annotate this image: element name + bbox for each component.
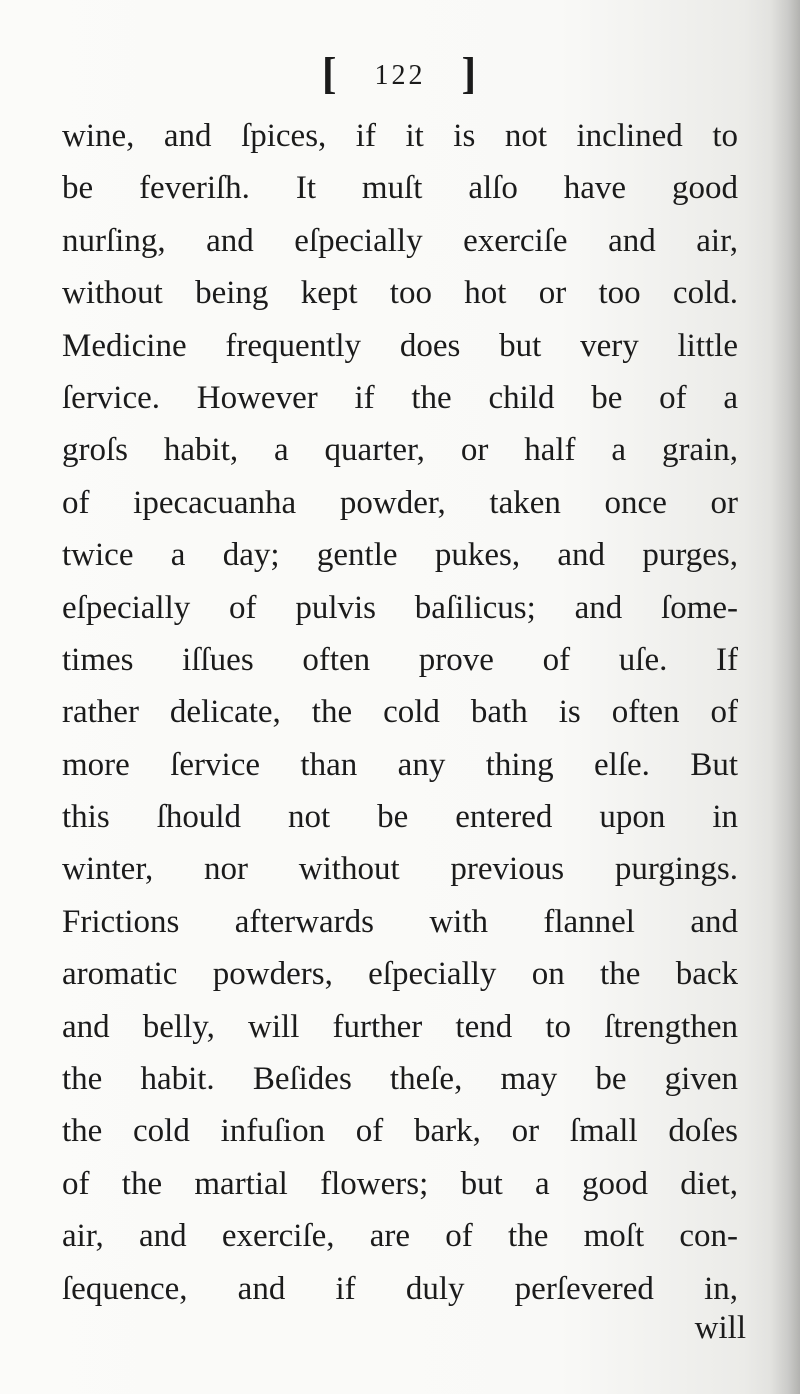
text-line: ſequence, and if duly perſevered in,	[62, 1270, 738, 1307]
text-line: without being kept too hot or too cold.	[62, 275, 738, 312]
text-line: twice a day; gentle pukes, and purges,	[62, 537, 738, 574]
text-line: groſs habit, a quarter, or half a grain,	[62, 432, 738, 469]
text-line: wine, and ſpices, if it is not inclined to	[62, 118, 738, 154]
text-line: more ſervice than any thing elſe. But	[62, 746, 738, 783]
text-line: eſpecially of pulvis baſilicus; and ſome-	[62, 589, 738, 626]
body-text	[62, 110, 738, 1315]
text-line: and belly, will further tend to ſtrengthen	[62, 1008, 738, 1045]
text-line: Medicine frequently does but very little	[62, 327, 738, 364]
right-bracket: ]	[461, 49, 479, 98]
text-line: air, and exerciſe, are of the moſt con-	[62, 1218, 738, 1255]
text-line: of the martial flowers; but a good diet,	[62, 1165, 738, 1202]
left-bracket: [	[321, 49, 339, 98]
text-line: winter, nor without previous purgings.	[62, 851, 738, 888]
text-line: this ſhould not be entered upon in	[62, 799, 738, 836]
text-line: be feveriſh. It muſt alſo have good	[62, 170, 738, 207]
page-number: 122	[374, 60, 426, 91]
text-line: the cold infuſion of bark, or ſmall doſes	[62, 1113, 738, 1150]
text-line: rather delicate, the cold bath is often of	[62, 694, 738, 731]
page-edge-shadow	[770, 0, 800, 1394]
page-header	[0, 48, 800, 99]
text-line: Frictions afterwards with flannel and	[62, 903, 738, 940]
text-line: ſervice. However if the child be of a	[62, 379, 738, 416]
text-line: times iſſues often prove of uſe. If	[62, 641, 738, 678]
text-line: the habit. Beſides theſe, may be given	[62, 1061, 738, 1098]
text-line: of ipecacuanha powder, taken once or	[62, 484, 738, 521]
text-line: aromatic powders, eſpecially on the back	[62, 956, 738, 993]
text-line: nurſing, and eſpecially exerciſe and air,	[62, 222, 738, 259]
catchword: will	[694, 1310, 746, 1346]
